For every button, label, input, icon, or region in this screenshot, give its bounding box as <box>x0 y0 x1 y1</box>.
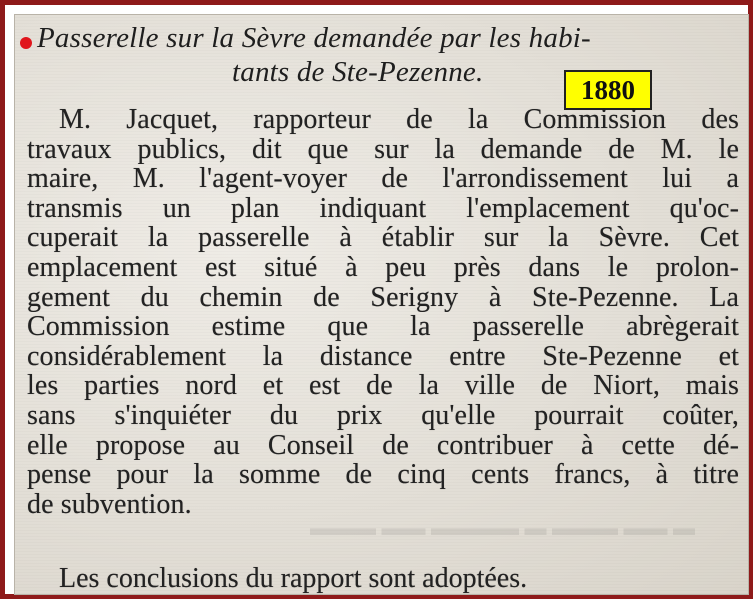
body-line: cuperait la passerelle à établir sur la Sèvre. Cet <box>27 223 739 253</box>
body-line: les parties nord et est de la ville de Niort, mais <box>27 371 739 401</box>
article-conclusion: Les conclusions du rapport sont adoptées. <box>59 563 528 594</box>
body-line: gement du chemin de Serigny à Ste-Pezenne. La <box>27 282 739 313</box>
headline-line: Passerelle sur la Sèvre demandée par les habi- <box>37 22 591 54</box>
newspaper-clipping <box>14 14 749 595</box>
body-line: de subvention. <box>27 489 192 520</box>
body-line: M. Jacquet, rapporteur de la Commission des <box>59 105 739 135</box>
body-line: pense pour la somme de cinq cents francs, à titre <box>27 460 739 490</box>
year-badge: 1880 <box>564 70 652 110</box>
red-bullet-icon <box>20 37 32 49</box>
show-through-texture: ▬ ▬▬ ▬▬▬ ▬ ▬▬▬▬ ▬▬ ▬▬▬ <box>310 515 695 540</box>
headline-line: tants de Ste-Pezenne. <box>232 56 484 88</box>
article-body <box>27 105 739 519</box>
body-line: transmis un plan indiquant l'emplacement qu'oc- <box>27 193 739 224</box>
body-line: maire, M. l'agent-voyer de l'arrondissement lui a <box>27 164 739 194</box>
body-line: Commission estime que la passerelle abrègerait <box>27 312 739 342</box>
body-line: emplacement est situé à peu près dans le prolon- <box>27 252 739 283</box>
body-line: travaux publics, dit que sur la demande de M. le <box>27 134 739 165</box>
body-line: sans s'inquiéter du prix qu'elle pourrait coûter, <box>27 400 739 431</box>
body-line: considérablement la distance entre Ste-Pezenne et <box>27 341 739 372</box>
body-line: elle propose au Conseil de contribuer à cette dé- <box>27 430 739 461</box>
